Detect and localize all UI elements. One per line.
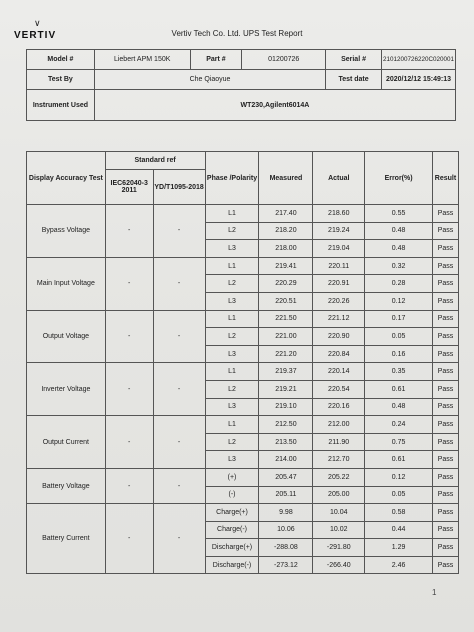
result-cell: Pass xyxy=(432,345,458,363)
result-cell: Pass xyxy=(432,504,458,522)
test-group-name: Output Voltage xyxy=(27,310,106,363)
error-cell: 0.12 xyxy=(365,292,433,310)
model-value: Liebert APM 150K xyxy=(94,50,190,70)
error-cell: 0.32 xyxy=(365,257,433,275)
actual-cell: 218.60 xyxy=(313,205,365,223)
actual-cell: 205.00 xyxy=(313,486,365,504)
result-cell: Pass xyxy=(432,486,458,504)
iec-ref-value: - xyxy=(105,205,153,258)
phase-cell: L3 xyxy=(205,398,259,416)
measured-cell: 221.20 xyxy=(259,345,313,363)
col-standard-ref-header: Standard ref xyxy=(105,152,205,170)
error-cell: 0.24 xyxy=(365,416,433,434)
measured-cell: 10.06 xyxy=(259,521,313,539)
error-cell: 0.58 xyxy=(365,504,433,522)
error-cell: 0.44 xyxy=(365,521,433,539)
phase-cell: L1 xyxy=(205,416,259,434)
measured-cell: 220.51 xyxy=(259,292,313,310)
error-cell: 0.61 xyxy=(365,380,433,398)
result-cell: Pass xyxy=(432,539,458,557)
error-cell: 0.17 xyxy=(365,310,433,328)
measured-cell: 219.21 xyxy=(259,380,313,398)
actual-cell: -266.40 xyxy=(313,556,365,574)
measured-cell: 213.50 xyxy=(259,433,313,451)
measured-cell: 219.41 xyxy=(259,257,313,275)
tester-value: Che Qiaoyue xyxy=(94,70,325,90)
actual-cell: 220.54 xyxy=(313,380,365,398)
tester-label: Test By xyxy=(27,70,95,90)
actual-cell: 211.90 xyxy=(313,433,365,451)
actual-cell: 212.70 xyxy=(313,451,365,469)
error-cell: 1.29 xyxy=(365,539,433,557)
col-iec-header: IEC62040-3 2011 xyxy=(105,170,153,205)
phase-cell: L2 xyxy=(205,380,259,398)
actual-cell: 220.14 xyxy=(313,363,365,381)
col-phase-header: Phase /Polarity xyxy=(205,152,259,205)
yd-ref-value: - xyxy=(153,504,205,574)
measured-cell: 219.37 xyxy=(259,363,313,381)
error-cell: 0.48 xyxy=(365,240,433,258)
serial-value: 2101200726220C020001 xyxy=(381,50,455,70)
result-cell: Pass xyxy=(432,310,458,328)
result-cell: Pass xyxy=(432,468,458,486)
actual-cell: 10.02 xyxy=(313,521,365,539)
result-cell: Pass xyxy=(432,328,458,346)
yd-ref-value: - xyxy=(153,205,205,258)
phase-cell: L1 xyxy=(205,205,259,223)
phase-cell: L2 xyxy=(205,275,259,293)
actual-cell: 212.00 xyxy=(313,416,365,434)
instrument-value: WT230,Agilent6014A xyxy=(94,90,455,121)
iec-ref-value: - xyxy=(105,257,153,310)
phase-cell: Charge(+) xyxy=(205,504,259,522)
measured-cell: 205.11 xyxy=(259,486,313,504)
yd-ref-value: - xyxy=(153,363,205,416)
actual-cell: 220.26 xyxy=(313,292,365,310)
part-label: Part # xyxy=(190,50,242,70)
error-cell: 0.05 xyxy=(365,328,433,346)
page-mark: 1 xyxy=(432,588,437,597)
measured-cell: 221.50 xyxy=(259,310,313,328)
col-yd-header: YD/T1095-2018 xyxy=(153,170,205,205)
measured-cell: 214.00 xyxy=(259,451,313,469)
actual-cell: 221.12 xyxy=(313,310,365,328)
col-error-header: Error(%) xyxy=(365,152,433,205)
error-cell: 0.16 xyxy=(365,345,433,363)
part-value: 01200726 xyxy=(242,50,326,70)
test-group-name: Inverter Voltage xyxy=(27,363,106,416)
phase-cell: L1 xyxy=(205,363,259,381)
result-cell: Pass xyxy=(432,292,458,310)
test-group-name: Main Input Voltage xyxy=(27,257,106,310)
col-result-header: Result xyxy=(432,152,458,205)
iec-ref-value: - xyxy=(105,416,153,469)
yd-ref-value: - xyxy=(153,310,205,363)
result-cell: Pass xyxy=(432,398,458,416)
table-row xyxy=(27,468,459,486)
phase-cell: L1 xyxy=(205,257,259,275)
actual-cell: 220.16 xyxy=(313,398,365,416)
iec-ref-value: - xyxy=(105,468,153,503)
measured-cell: 219.10 xyxy=(259,398,313,416)
error-cell: 0.28 xyxy=(365,275,433,293)
measured-cell: 9.98 xyxy=(259,504,313,522)
actual-cell: 220.90 xyxy=(313,328,365,346)
actual-cell: -291.80 xyxy=(313,539,365,557)
measured-cell: 218.20 xyxy=(259,222,313,240)
error-cell: 2.46 xyxy=(365,556,433,574)
report-title: Vertiv Tech Co. Ltd. UPS Test Report xyxy=(171,29,303,38)
report-info-table xyxy=(26,49,456,121)
error-cell: 0.12 xyxy=(365,468,433,486)
phase-cell: L2 xyxy=(205,222,259,240)
phase-cell: L3 xyxy=(205,451,259,469)
phase-cell: L3 xyxy=(205,240,259,258)
test-group-name: Battery Current xyxy=(27,504,106,574)
phase-cell: Discharge(+) xyxy=(205,539,259,557)
col-measured-header: Measured xyxy=(259,152,313,205)
result-cell: Pass xyxy=(432,205,458,223)
actual-cell: 220.84 xyxy=(313,345,365,363)
test-group-name: Battery Voltage xyxy=(27,468,106,503)
measured-cell: 218.00 xyxy=(259,240,313,258)
result-cell: Pass xyxy=(432,451,458,469)
measured-cell: 221.00 xyxy=(259,328,313,346)
result-cell: Pass xyxy=(432,556,458,574)
measured-cell: 217.40 xyxy=(259,205,313,223)
phase-cell: L3 xyxy=(205,292,259,310)
result-cell: Pass xyxy=(432,416,458,434)
test-group-name: Output Current xyxy=(27,416,106,469)
measured-cell: -288.08 xyxy=(259,539,313,557)
iec-ref-value: - xyxy=(105,310,153,363)
result-cell: Pass xyxy=(432,433,458,451)
phase-cell: L2 xyxy=(205,433,259,451)
phase-cell: L3 xyxy=(205,345,259,363)
actual-cell: 10.04 xyxy=(313,504,365,522)
vertiv-logo-icon: ∨ xyxy=(34,18,41,28)
table-row xyxy=(27,504,459,522)
result-cell: Pass xyxy=(432,257,458,275)
actual-cell: 219.04 xyxy=(313,240,365,258)
test-group-name: Bypass Voltage xyxy=(27,205,106,258)
result-cell: Pass xyxy=(432,240,458,258)
phase-cell: Charge(-) xyxy=(205,521,259,539)
col-accuracy-header: Display Accuracy Test xyxy=(27,152,106,205)
table-row xyxy=(27,257,459,275)
phase-cell: L1 xyxy=(205,310,259,328)
col-actual-header: Actual xyxy=(313,152,365,205)
measured-cell: -273.12 xyxy=(259,556,313,574)
yd-ref-value: - xyxy=(153,468,205,503)
phase-cell: (+) xyxy=(205,468,259,486)
phase-cell: (-) xyxy=(205,486,259,504)
table-row xyxy=(27,416,459,434)
model-label: Model # xyxy=(27,50,95,70)
error-cell: 0.48 xyxy=(365,398,433,416)
serial-label: Serial # xyxy=(326,50,382,70)
date-label: Test date xyxy=(326,70,382,90)
result-cell: Pass xyxy=(432,275,458,293)
actual-cell: 220.91 xyxy=(313,275,365,293)
actual-cell: 220.11 xyxy=(313,257,365,275)
result-cell: Pass xyxy=(432,521,458,539)
actual-cell: 205.22 xyxy=(313,468,365,486)
table-row xyxy=(27,310,459,328)
error-cell: 0.75 xyxy=(365,433,433,451)
result-cell: Pass xyxy=(432,222,458,240)
measured-cell: 212.50 xyxy=(259,416,313,434)
vertiv-logo-text: VERTIV xyxy=(14,30,57,41)
error-cell: 0.05 xyxy=(365,486,433,504)
error-cell: 0.61 xyxy=(365,451,433,469)
error-cell: 0.48 xyxy=(365,222,433,240)
error-cell: 0.55 xyxy=(365,205,433,223)
result-cell: Pass xyxy=(432,380,458,398)
iec-ref-value: - xyxy=(105,504,153,574)
result-cell: Pass xyxy=(432,363,458,381)
measured-cell: 220.29 xyxy=(259,275,313,293)
table-row xyxy=(27,205,459,223)
iec-ref-value: - xyxy=(105,363,153,416)
phase-cell: Discharge(-) xyxy=(205,556,259,574)
error-cell: 0.35 xyxy=(365,363,433,381)
date-value: 2020/12/12 15:49:13 xyxy=(381,70,455,90)
table-row xyxy=(27,363,459,381)
actual-cell: 219.24 xyxy=(313,222,365,240)
yd-ref-value: - xyxy=(153,416,205,469)
accuracy-test-table xyxy=(26,151,459,574)
test-rows xyxy=(27,205,459,574)
instrument-label: Instrument Used xyxy=(27,90,95,121)
phase-cell: L2 xyxy=(205,328,259,346)
yd-ref-value: - xyxy=(153,257,205,310)
measured-cell: 205.47 xyxy=(259,468,313,486)
